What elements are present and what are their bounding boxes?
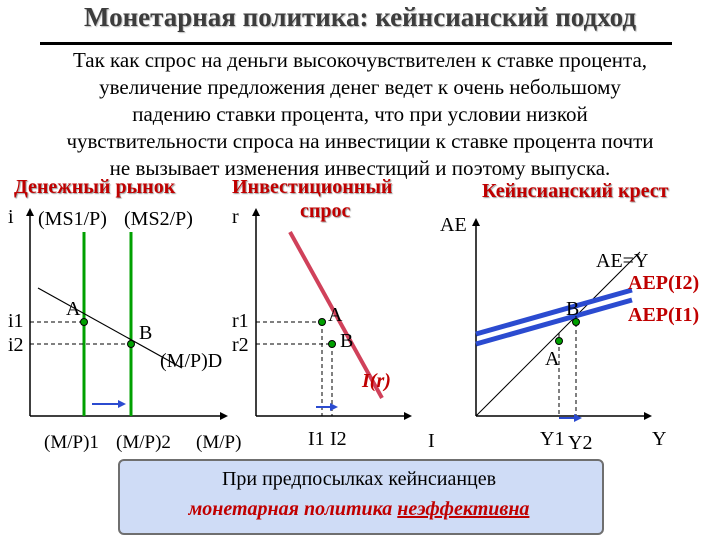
money-y-axis-label: i — [8, 206, 14, 228]
investment-x-axis-label: I — [428, 430, 435, 452]
investment-rate-2-label: r2 — [232, 334, 249, 356]
intro-line: падению ставки процента, что при условии низкой — [132, 102, 588, 126]
money-supply-2-label: (MS2/P) — [124, 208, 193, 230]
conclusion-emphasis: неэффективна — [397, 498, 530, 520]
conclusion-line-1: При предпосылках кейнсианцев — [221, 468, 497, 490]
intro-line: чувствительности спроса на инвестиции к ставке процента почти — [66, 129, 654, 153]
slide-title: Монетарная политика: кейнсианский подход — [83, 2, 637, 32]
cross-y-axis-label: AE — [440, 214, 467, 236]
investment-y-axis-label: r — [232, 206, 239, 228]
money-point-b-label: B — [139, 322, 153, 344]
cross-45-degree-line — [476, 252, 640, 416]
intro-line: увеличение предложения денег ведет к очень небольшому — [99, 75, 621, 99]
investment-point-b-label: B — [340, 330, 354, 352]
investment-heading-line1: Инвестиционный — [232, 176, 393, 198]
intro-line: Так как спрос на деньги высокочувствителен к ставке процента, — [72, 48, 648, 72]
cross-ae2-label: AEP(I2) — [628, 272, 700, 294]
cross-x-tick-1: Y1 — [540, 428, 565, 450]
investment-point-a — [319, 319, 326, 326]
money-x-tick-1: (M/P)1 — [44, 432, 99, 453]
cross-ae-line-2 — [476, 290, 632, 334]
money-point-a — [81, 319, 88, 326]
cross-45-degree-label: AE=Y — [596, 250, 649, 272]
investment-x-tick-1: I1 — [308, 428, 325, 450]
cross-x-axis-label: Y — [652, 428, 667, 450]
money-supply-1-label: (MS1/P) — [38, 208, 107, 230]
intro-line: не вызывает изменения инвестиций и поэтому выпуска. — [109, 156, 611, 180]
conclusion-phrase: монетарная политика — [188, 498, 393, 520]
money-market-graph — [30, 210, 226, 416]
money-point-a-label: A — [66, 298, 81, 320]
cross-point-a-label: A — [545, 348, 560, 370]
investment-heading-line2: спрос — [300, 200, 351, 222]
investment-rate-1-label: r1 — [232, 310, 249, 332]
cross-point-b-label: B — [566, 298, 580, 320]
money-market-heading: Денежный рынок — [14, 176, 176, 198]
cross-x-tick-2: Y2 — [568, 432, 593, 454]
money-point-b — [128, 341, 135, 348]
money-x-axis-label: (M/P) — [196, 432, 242, 453]
money-demand-label: (M/P)D — [160, 350, 223, 372]
investment-x-tick-2: I2 — [330, 428, 347, 450]
conclusion-line-2 — [118, 498, 600, 521]
investment-point-b — [329, 341, 336, 348]
money-x-tick-2: (M/P)2 — [116, 432, 171, 453]
investment-curve-label: I(r) — [362, 370, 391, 392]
cross-heading: Кейнсианский крест — [482, 180, 669, 202]
cross-point-a — [556, 338, 563, 345]
investment-point-a-label: A — [328, 304, 343, 326]
cross-ae1-label: AEP(I1) — [628, 304, 700, 326]
money-rate-1-label: i1 — [8, 310, 24, 332]
money-rate-2-label: i2 — [8, 334, 24, 356]
